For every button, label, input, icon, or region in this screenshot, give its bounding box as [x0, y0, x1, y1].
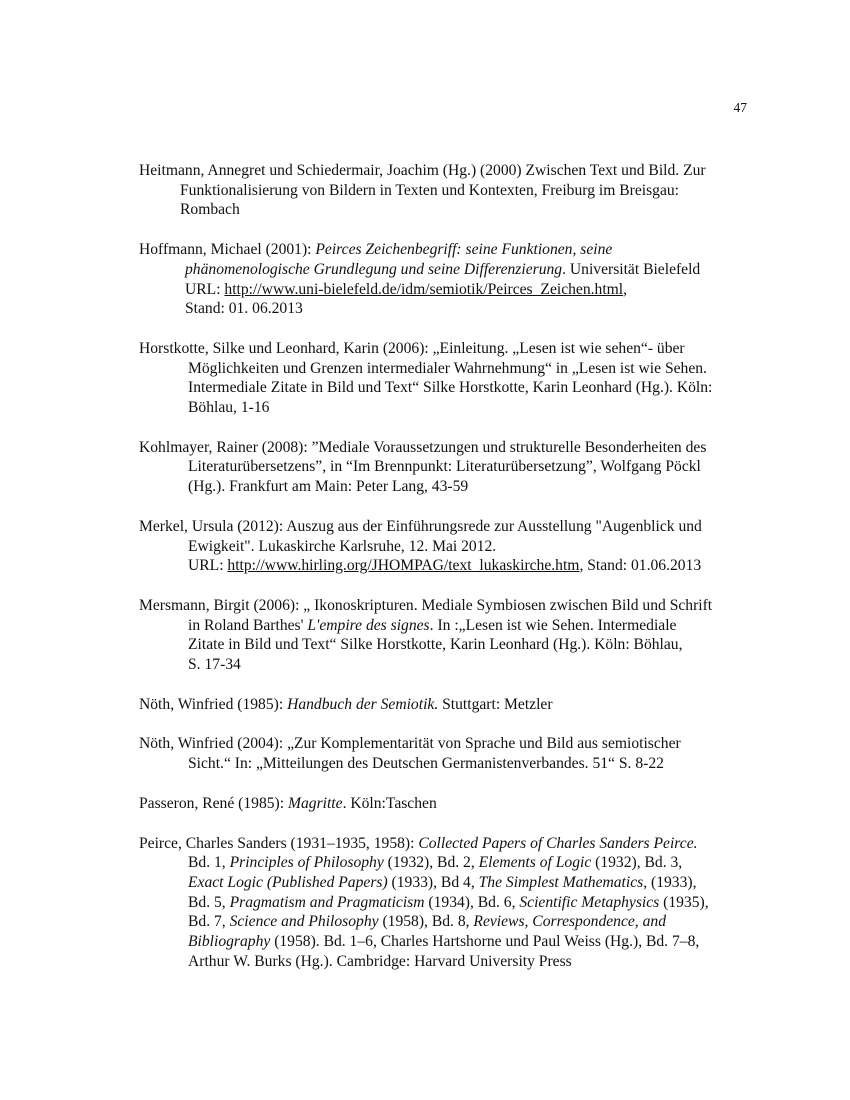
bibliography-list — [139, 161, 754, 992]
entry-first-line — [139, 339, 754, 359]
page-number: 47 — [733, 100, 747, 115]
entry-first-line — [139, 734, 754, 754]
entry-continuation-line — [139, 912, 754, 932]
entry-continuation-line — [139, 457, 754, 477]
entry-text: . Universität Bielefeld — [562, 260, 701, 278]
entry-first-line — [139, 794, 754, 814]
entry-continuation-line — [139, 616, 754, 636]
entry-continuation-line — [139, 754, 754, 774]
bibliography-entry — [139, 834, 754, 972]
entry-text: Möglichkeiten und Grenzen intermedialer Wahrnehmung“ in „Lesen ist wie Sehen. — [188, 359, 707, 377]
entry-continuation-line — [139, 200, 754, 220]
entry-continuation-line — [139, 655, 754, 675]
entry-text: (1935), — [659, 893, 709, 911]
bibliography-entry — [139, 794, 754, 814]
entry-text: in Roland Barthes' — [188, 616, 308, 634]
entry-text: Bd. 1, — [188, 854, 230, 872]
entry-text: (1932), Bd. 2, — [383, 854, 479, 872]
bibliography-entry — [139, 339, 754, 418]
entry-first-line — [139, 596, 754, 616]
entry-title-italic: Handbuch der Semiotik. — [287, 695, 439, 713]
entry-text: (1932), Bd. 3, — [591, 854, 683, 872]
entry-text: , (1933), — [643, 873, 697, 891]
entry-continuation-line — [139, 398, 754, 418]
entry-text: Heitmann, Annegret und Schiedermair, Joachim (Hg.) (2000) Zwischen Text und Bild. Zur — [139, 162, 706, 179]
entry-first-line — [139, 695, 754, 715]
entry-text: Mersmann, Birgit (2006): „ Ikonoskripturen. Mediale Symbiosen zwischen Bild und Schrift — [139, 596, 713, 614]
entry-first-line — [139, 240, 754, 260]
entry-continuation-line — [139, 537, 754, 557]
entry-text: Böhlau, 1-16 — [188, 399, 270, 417]
entry-title-italic: phänomenologische Grundlegung und seine Differenzierung — [185, 260, 563, 278]
entry-text: Horstkotte, Silke und Leonhard, Karin (2006): „Einleitung. „Lesen ist wie sehen“- über — [139, 339, 685, 357]
entry-text: Peirce, Charles Sanders (1931–1935, 1958): — [139, 834, 419, 852]
entry-text: Rombach — [180, 201, 240, 219]
entry-text: (1958). Bd. 1–6, Charles Hartshorne und Paul Weiss (Hg.), Bd. 7–8, — [270, 933, 700, 951]
entry-text: Nöth, Winfried (1985): — [139, 695, 288, 713]
entry-text: , Stand: 01.06.2013 — [579, 557, 702, 575]
entry-text: Stand: 01. 06.2013 — [185, 300, 303, 318]
entry-continuation-line — [139, 932, 754, 952]
entry-text: , — [623, 280, 628, 298]
entry-continuation-line — [139, 893, 754, 913]
entry-title-italic: Peirces Zeichenbegriff: seine Funktionen, seine — [315, 241, 613, 259]
entry-text: Funktionalisierung von Bildern in Texten und Kontexten, Freiburg im Breisgau: — [180, 181, 680, 199]
bibliography-entry — [139, 161, 754, 220]
bibliography-entry — [139, 240, 754, 319]
entry-text: Ewigkeit". Lukaskirche Karlsruhe, 12. Mai 2012. — [188, 537, 497, 555]
entry-title-italic: Pragmatism and Pragmaticism — [229, 893, 425, 911]
entry-text: URL: — [185, 280, 225, 298]
entry-title-italic: Principles of Philosophy — [229, 854, 384, 872]
entry-text: Zitate in Bild und Text“ Silke Horstkotte, Karin Leonhard (Hg.). Köln: Böhlau, — [188, 636, 683, 654]
entry-text: Sicht.“ In: „Mitteilungen des Deutschen Germanistenverbandes. 51“ S. 8-22 — [188, 755, 664, 773]
entry-text: URL: — [188, 557, 228, 575]
entry-continuation-line — [139, 359, 754, 379]
entry-title-italic: Bibliography — [188, 933, 271, 951]
entry-first-line — [139, 517, 754, 537]
entry-text: Nöth, Winfried (2004): „Zur Komplementarität von Sprache und Bild aus semiotischer — [139, 735, 681, 753]
entry-text: S. 17-34 — [188, 656, 241, 674]
entry-text: . Köln:Taschen — [342, 794, 437, 812]
entry-title-italic: Exact Logic (Published Papers) — [188, 873, 388, 891]
entry-continuation-line — [139, 280, 754, 300]
entry-continuation-line — [139, 299, 754, 319]
entry-text: Intermediale Zitate in Bild und Text“ Silke Horstkotte, Karin Leonhard (Hg.). Köln: — [188, 379, 713, 397]
entry-title-italic: Scientific Metaphysics — [519, 893, 660, 911]
entry-title-italic: Collected Papers of Charles Sanders Peirce. — [418, 834, 698, 852]
bibliography-entry — [139, 695, 754, 715]
entry-text: Bd. 7, — [188, 913, 230, 931]
entry-text: . In :„Lesen ist wie Sehen. Intermediale — [429, 616, 677, 634]
entry-continuation-line — [139, 260, 754, 280]
entry-title-italic: Reviews, Correspondence, and — [473, 913, 666, 931]
entry-text: Merkel, Ursula (2012): Auszug aus der Einführungsrede zur Ausstellung "Augenblick und — [139, 517, 702, 535]
entry-continuation-line — [139, 556, 754, 576]
entry-first-line — [139, 438, 754, 458]
entry-continuation-line — [139, 952, 754, 972]
bibliography-entry — [139, 596, 754, 675]
entry-title-italic: The Simplest Mathematics — [478, 873, 644, 891]
entry-first-line — [139, 834, 754, 854]
entry-text: Arthur W. Burks (Hg.). Cambridge: Harvard University Press — [188, 952, 572, 970]
entry-text: Kohlmayer, Rainer (2008): ”Mediale Voraussetzungen und strukturelle Besonderheiten des — [139, 438, 707, 456]
entry-text: (Hg.). Frankfurt am Main: Peter Lang, 43-59 — [188, 478, 469, 496]
entry-title-italic: L'empire des signes — [307, 616, 430, 634]
entry-first-line — [139, 161, 754, 181]
entry-continuation-line — [139, 635, 754, 655]
entry-text: (1934), Bd. 6, — [424, 893, 520, 911]
entry-continuation-line — [139, 181, 754, 201]
entry-continuation-line — [139, 853, 754, 873]
entry-title-italic: Science and Philosophy — [229, 913, 379, 931]
bibliography-entry — [139, 517, 754, 576]
entry-text: Hoffmann, Michael (2001): — [139, 241, 316, 259]
entry-title-italic: Magritte — [287, 794, 343, 812]
entry-text: (1933), Bd 4, — [387, 873, 479, 891]
entry-url-link[interactable]: http://www.uni-bielefeld.de/idm/semiotik/Peirces_Zeichen.html — [224, 280, 624, 298]
bibliography-entry — [139, 734, 754, 773]
entry-continuation-line — [139, 477, 754, 497]
entry-text: Bd. 5, — [188, 893, 230, 911]
entry-text: (1958), Bd. 8, — [378, 913, 474, 931]
entry-text: Stuttgart: Metzler — [438, 695, 553, 713]
entry-continuation-line — [139, 873, 754, 893]
entry-title-italic: Elements of Logic — [478, 854, 592, 872]
bibliography-entry — [139, 438, 754, 497]
entry-url-link[interactable]: http://www.hirling.org/JHOMPAG/text_lukaskirche.htm — [227, 557, 580, 575]
entry-text: Passeron, René (1985): — [139, 794, 288, 812]
entry-continuation-line — [139, 378, 754, 398]
entry-text: Literaturübersetzens”, in “Im Brennpunkt: Literaturübersetzung”, Wolfgang Pöckl — [188, 458, 701, 476]
